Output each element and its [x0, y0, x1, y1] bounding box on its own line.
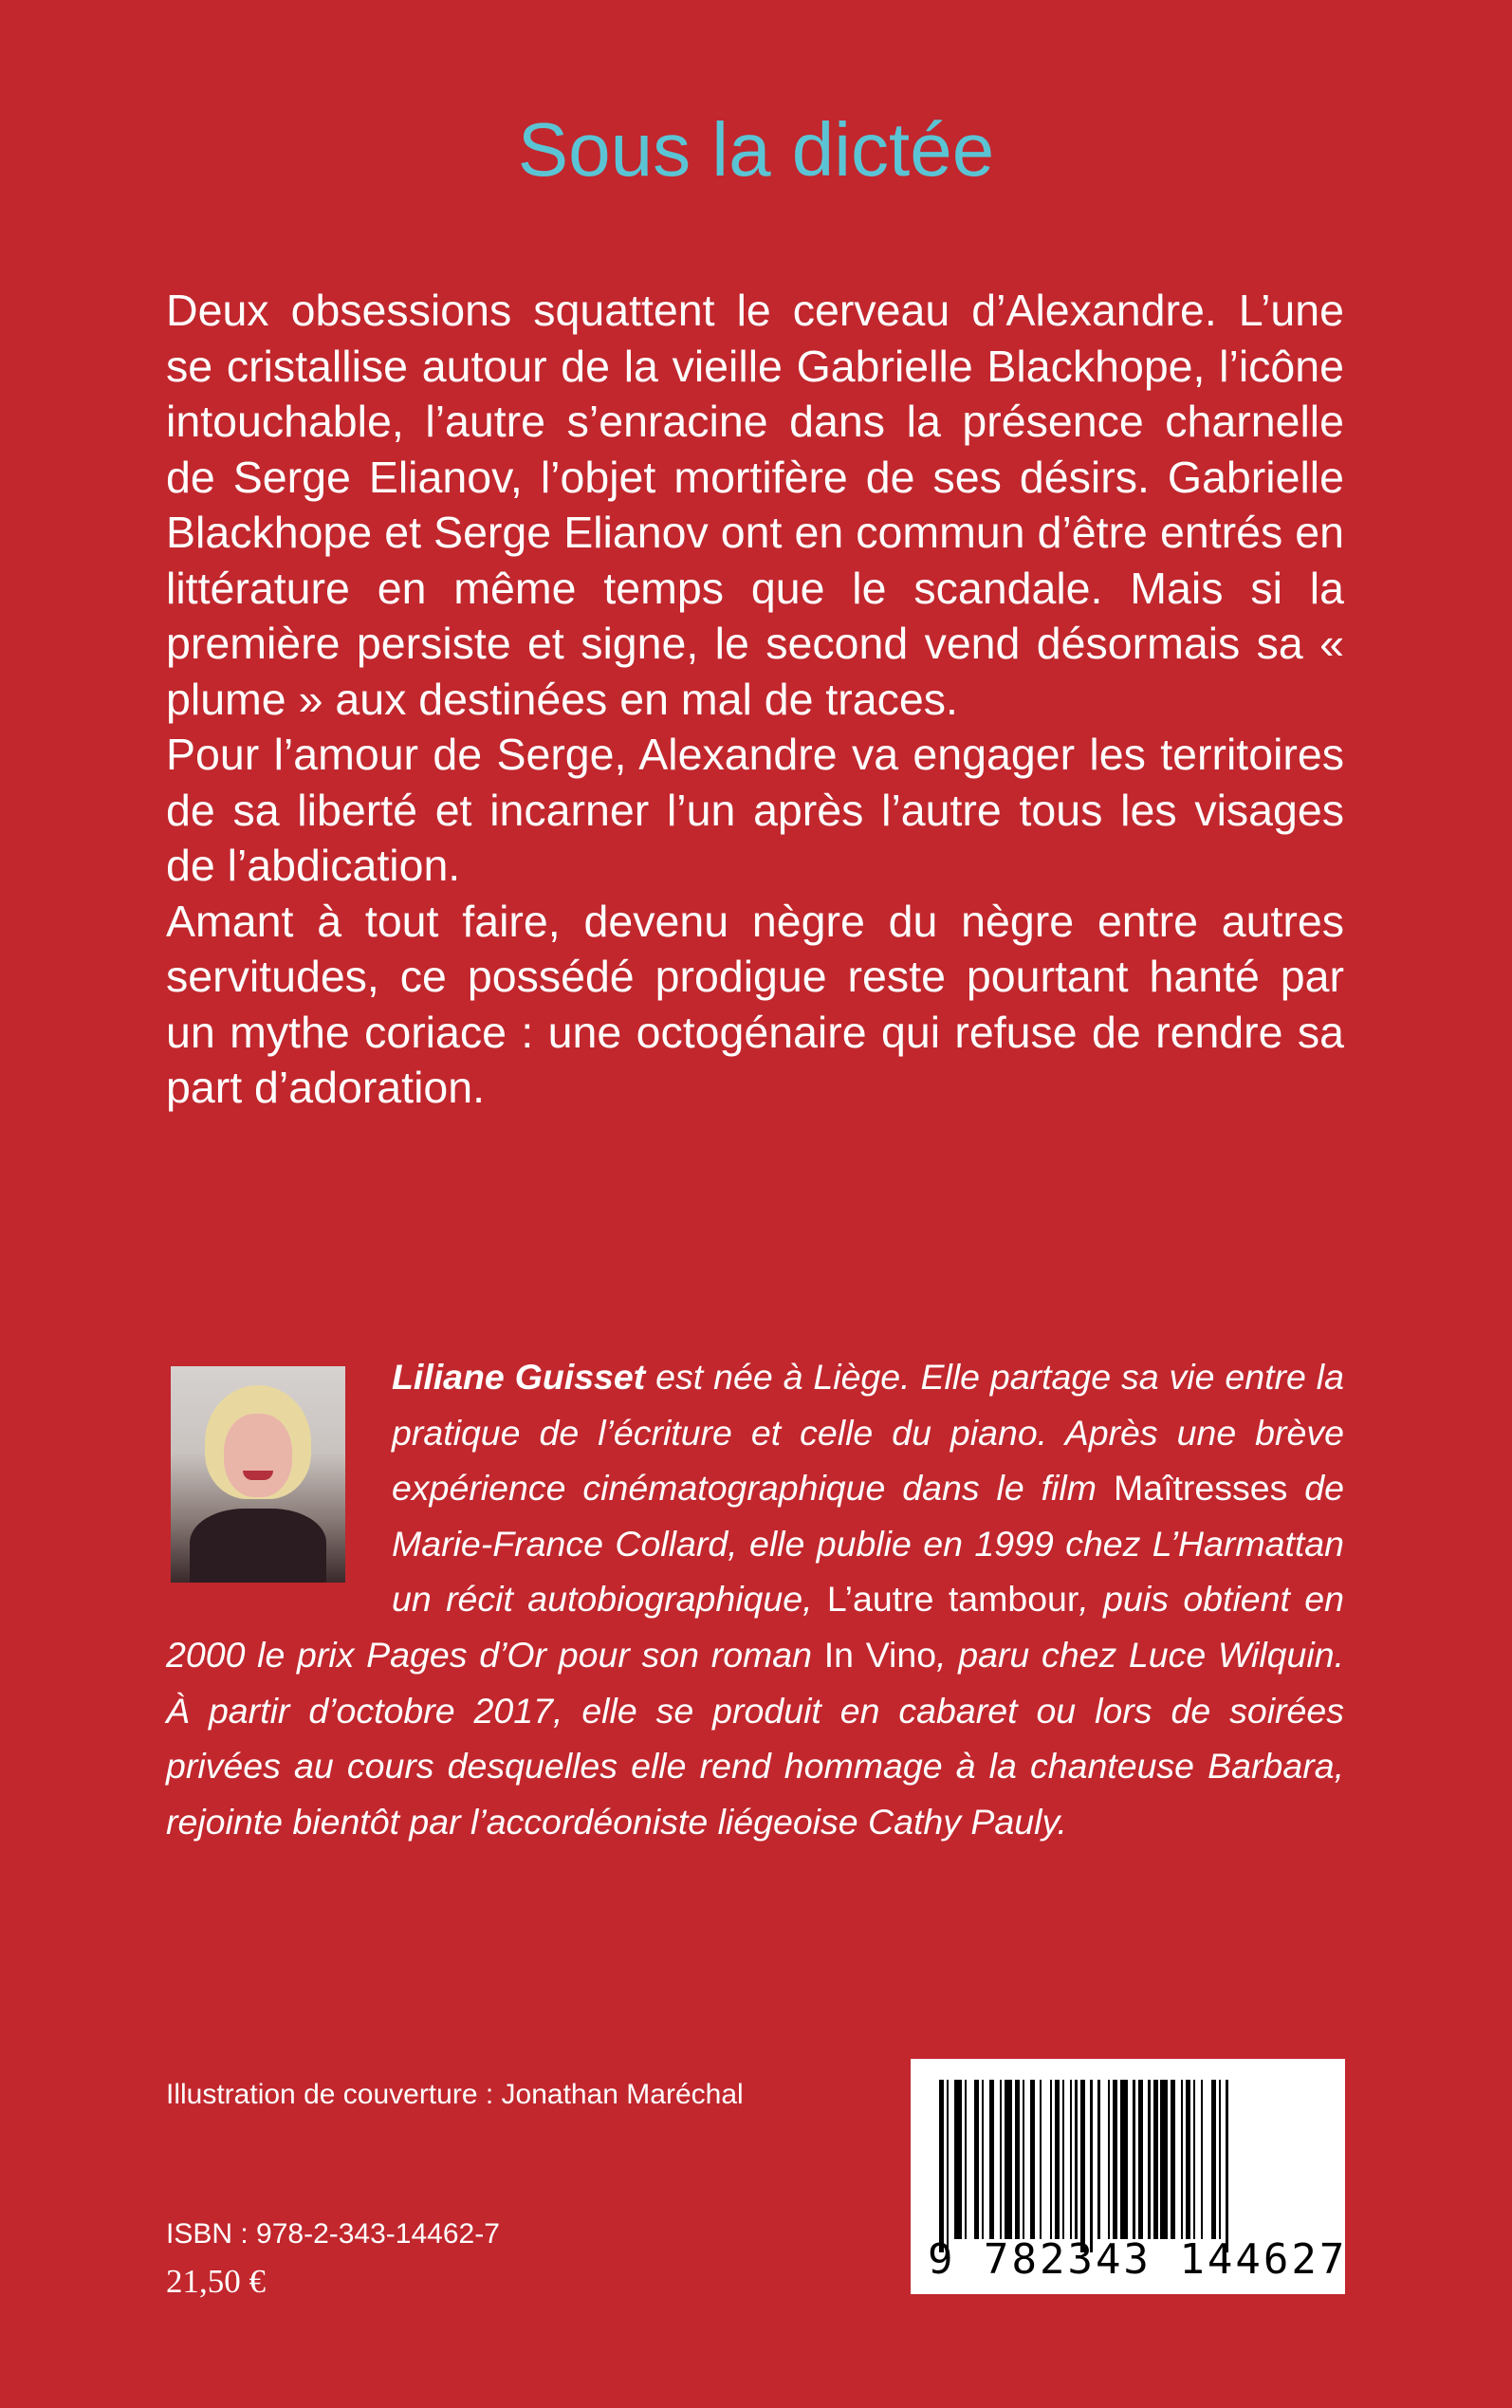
barcode-bar: [1153, 2080, 1158, 2239]
bio-text: , puis obtient en 2000 le prix Pages d’Or pour son roman: [166, 1579, 1344, 1675]
barcode-bar: [1186, 2080, 1190, 2239]
barcode-bar: [1097, 2080, 1099, 2239]
author-name: Liliane Guisset: [392, 1357, 646, 1397]
synopsis-paragraph: Pour l’amour de Serge, Alexandre va engager les territoires de sa liberté et incarner l’un après l’autre tous les visages de l’abdication.: [166, 730, 1344, 890]
barcode-bar: [965, 2080, 967, 2239]
barcode-bar: [947, 2080, 949, 2252]
barcode-bar: [1062, 2080, 1064, 2239]
barcode-bar: [1005, 2080, 1012, 2239]
barcode-bar: [1075, 2080, 1077, 2239]
barcode-bar: [989, 2080, 994, 2239]
barcode-digits: 9 782343 144627: [928, 2235, 1348, 2284]
barcode-bar: [982, 2080, 984, 2239]
barcode-bar: [1050, 2080, 1052, 2239]
bio-text: est née à Liège. Elle partage sa vie entre la pratique de l’écriture et celle du piano. Après une brève expérience cinématographique dans le film: [392, 1357, 1344, 1509]
barcode: [911, 2059, 1348, 2294]
barcode-bar: [1133, 2080, 1134, 2239]
barcode-bar: [1070, 2080, 1072, 2239]
barcode-bar: [1160, 2080, 1168, 2239]
barcode-bar: [1211, 2080, 1216, 2239]
barcode-bar: [1090, 2080, 1092, 2252]
barcode-bar: [1181, 2080, 1183, 2239]
barcode-bar: [1023, 2080, 1024, 2239]
barcode-bar: [974, 2080, 979, 2239]
barcode-bars: [939, 2080, 1317, 2239]
book-title-autobiography: L’autre tambour: [826, 1579, 1079, 1620]
barcode-bar: [1080, 2080, 1085, 2252]
barcode-bar: [1193, 2080, 1195, 2239]
barcode-bar: [1055, 2080, 1060, 2239]
isbn: ISBN : 978-2-343-14462-7: [166, 2218, 500, 2250]
barcode-bar: [1219, 2080, 1221, 2239]
barcode-bar: [1030, 2080, 1035, 2239]
barcode-bar: [1226, 2080, 1227, 2252]
barcode-bar: [954, 2080, 962, 2239]
synopsis-paragraph: Amant à tout faire, devenu nègre du nègre entre autres servitudes, ce possédé prodigue reste pourtant hanté par un mythe coriace : une octogénaire qui refuse de rendre sa part d’adoration.: [166, 896, 1344, 1112]
barcode-bar: [1108, 2080, 1110, 2239]
book-title-novel: In Vino: [823, 1634, 937, 1675]
bio-text: , paru chez Luce Wilquin. À partir d’octobre 2017, elle se produit en cabaret ou lors de soirées privées au cours desquelles elle rend hommage à la chanteuse Barbara, rejointe bientôt par l’accordéoniste liégeoise Cathy Pauly.: [166, 1634, 1344, 1842]
bio-text: de Marie-France Collard, elle publie en 1999 chez L’Harmattan un récit autobiographique,: [392, 1468, 1344, 1620]
barcode-bar: [1000, 2080, 1002, 2239]
barcode-bar: [939, 2080, 944, 2252]
book-title: Sous la dictée: [517, 107, 995, 192]
synopsis: [166, 283, 1344, 1116]
barcode-bar: [1120, 2080, 1128, 2239]
barcode-bar: [1040, 2080, 1042, 2239]
barcode-bar: [1113, 2080, 1117, 2239]
author-bio: [166, 1349, 1344, 1849]
film-title: Maîtresses: [1113, 1468, 1288, 1509]
barcode-bar: [1201, 2080, 1203, 2239]
barcode-bar: [1138, 2080, 1143, 2239]
synopsis-paragraph: Deux obsessions squattent le cerveau d’Alexandre. L’une se cristallise autour de la vieille Gabrielle Blackhope, l’icône intouchable, l’autre s’enracine dans la présence charnelle de Serge Elianov, l’objet mortifère de ses désirs. Gabrielle Blackhope et Serge Elianov ont en commun d’être entrés en littérature en même temps que le scandale. Mais si la première persiste et signe, le second vend désormais sa « plume » aux destinées en mal de traces.: [166, 286, 1344, 724]
barcode-bar: [1148, 2080, 1150, 2239]
price: 21,50 €: [166, 2263, 266, 2300]
illustration-credit: Illustration de couverture : Jonathan Maréchal: [166, 2079, 744, 2110]
barcode-bar: [1171, 2080, 1175, 2239]
barcode-bar: [1015, 2080, 1020, 2239]
